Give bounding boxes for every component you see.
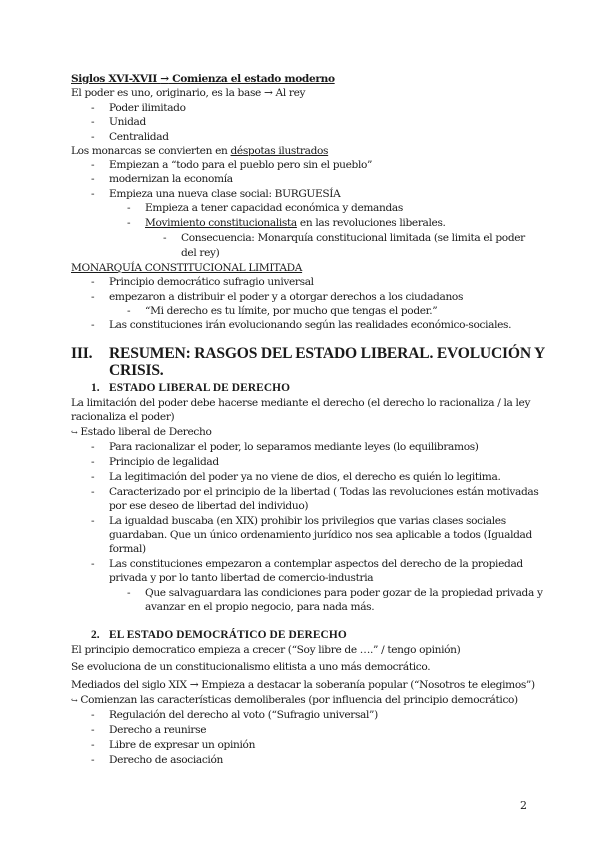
dash-bullet: - bbox=[127, 202, 131, 214]
list-item: Derecho de asociación bbox=[109, 754, 223, 766]
list-item-continuation: del rey) bbox=[181, 247, 220, 259]
dash-bullet: - bbox=[127, 587, 131, 599]
list-item: Poder ilimitado bbox=[109, 102, 186, 114]
movimiento-link: Movimiento constitucionalista bbox=[145, 217, 297, 229]
list-item: Las constituciones irán evolucionando según las realidades económico-sociales. bbox=[109, 319, 512, 331]
section-heading-continuation: CRISIS. bbox=[109, 362, 164, 379]
dash-bullet: - bbox=[91, 754, 95, 766]
dash-bullet: - bbox=[91, 116, 95, 128]
list-item-continuation: por ese deseo de libertad del individuo) bbox=[109, 500, 309, 512]
list-item: Derecho a reunirse bbox=[109, 724, 207, 736]
arrow-line: ↪ Comienzan las características demoliberales (por influencia del principio democrático) bbox=[71, 694, 518, 706]
dash-bullet: - bbox=[91, 486, 95, 498]
dash-bullet: - bbox=[127, 305, 131, 317]
section-numeral: III. bbox=[71, 345, 93, 362]
list-item: Empiezan a “todo para el pueblo pero sin el pueblo” bbox=[109, 159, 373, 171]
list-item-continuation: guardaban. Que un único ordenamiento jurídico nos sea aplicable a todos (Igualdad bbox=[109, 529, 532, 541]
curved-arrow-icon: ↪ bbox=[71, 428, 78, 437]
list-item: Centralidad bbox=[109, 131, 169, 143]
dash-bullet: - bbox=[91, 709, 95, 721]
paragraph: El principio democratico empieza a crecer (“Soy libre de ….” / tengo opinión) bbox=[71, 644, 461, 656]
dash-bullet: - bbox=[91, 515, 95, 527]
dash-bullet: - bbox=[91, 276, 95, 288]
dash-bullet: - bbox=[91, 471, 95, 483]
list-item-continuation: privada y por lo tanto libertad de comercio-industria bbox=[109, 572, 374, 584]
dash-bullet: - bbox=[91, 739, 95, 751]
intro-line: El poder es uno, originario, es la base → Al rey bbox=[71, 87, 306, 99]
section-title-siglos: Siglos XVI-XVII → Comienza el estado moderno bbox=[71, 73, 335, 85]
right-arrow-icon: → bbox=[160, 73, 169, 85]
list-item: Empieza a tener capacidad económica y demandas bbox=[145, 202, 403, 214]
list-item: Que salvaguardara las condiciones para poder gozar de la propiedad privada y bbox=[145, 587, 543, 599]
paragraph: Mediados del siglo XIX → Empieza a destacar la soberanía popular (“Nosotros te elegimos”) bbox=[71, 679, 535, 691]
arrow-line: ↪ Estado liberal de Derecho bbox=[71, 426, 212, 438]
dash-bullet: - bbox=[91, 173, 95, 185]
subsection-number: 1. bbox=[91, 382, 100, 394]
list-item: Empieza una nueva clase social: BURGUESÍA bbox=[109, 188, 341, 200]
quote: “Mi derecho es tu límite, por mucho que tengas el poder.” bbox=[145, 305, 438, 317]
dash-bullet: - bbox=[127, 217, 131, 229]
subsection-heading: EL ESTADO DEMOCRÁTICO DE DERECHO bbox=[109, 629, 347, 641]
list-item: Movimiento constitucionalista en las revoluciones liberales. bbox=[145, 217, 446, 229]
list-item: Consecuencia: Monarquía constitucional limitada (se limita el poder bbox=[181, 232, 525, 244]
dash-bullet: - bbox=[91, 456, 95, 468]
list-item-continuation: avanzar en el propio negocio, para nada más. bbox=[145, 601, 375, 613]
despotas-link: déspotas ilustrados bbox=[230, 145, 329, 157]
dash-bullet: - bbox=[91, 131, 95, 143]
list-item: Las constituciones empezaron a contemplar aspectos del derecho de la propiedad bbox=[109, 558, 523, 570]
dash-bullet: - bbox=[91, 102, 95, 114]
dash-bullet: - bbox=[91, 188, 95, 200]
list-item: Principio de legalidad bbox=[109, 456, 219, 468]
curved-arrow-icon: ↪ bbox=[71, 696, 78, 705]
list-item: Libre de expresar un opinión bbox=[109, 739, 256, 751]
list-item: modernizan la economía bbox=[109, 173, 233, 185]
list-item: Principio democrático sufragio universal bbox=[109, 276, 314, 288]
right-arrow-icon: → bbox=[263, 87, 273, 99]
list-item: Unidad bbox=[109, 116, 146, 128]
subsection-heading: ESTADO LIBERAL DE DERECHO bbox=[109, 382, 291, 394]
dash-bullet: - bbox=[91, 159, 95, 171]
paragraph: La limitación del poder debe hacerse mediante el derecho (el derecho lo racionaliza / la ley bbox=[71, 397, 531, 409]
dash-bullet: - bbox=[91, 441, 95, 453]
dash-bullet: - bbox=[91, 724, 95, 736]
subsection-number: 2. bbox=[91, 629, 100, 641]
dash-bullet: - bbox=[91, 558, 95, 570]
list-item: Regulación del derecho al voto (“Sufragio universal”) bbox=[109, 709, 378, 721]
paragraph: Se evoluciona de un constitucionalismo elitista a uno más democrático. bbox=[71, 661, 431, 673]
right-arrow-icon: → bbox=[189, 679, 199, 691]
list-item: Caracterizado por el principio de la libertad ( Todas las revoluciones están motivadas bbox=[109, 486, 539, 498]
paragraph-continuation: racionaliza el poder) bbox=[71, 411, 175, 423]
dash-bullet: - bbox=[91, 319, 95, 331]
page-number: 2 bbox=[520, 799, 527, 812]
section-heading: RESUMEN: RASGOS DEL ESTADO LIBERAL. EVOLUCIÓN Y bbox=[109, 345, 546, 362]
dash-bullet: - bbox=[91, 291, 95, 303]
list-item: La legitimación del poder ya no viene de dios, el derecho es quién lo legitima. bbox=[109, 471, 501, 483]
dash-bullet: - bbox=[163, 232, 167, 244]
mcl-title: MONARQUÍA CONSTITUCIONAL LIMITADA bbox=[71, 262, 303, 274]
list-item: La igualdad buscaba (en XIX) prohibir los privilegios que varias clases sociales bbox=[109, 515, 506, 527]
list-item: empezaron a distribuir el poder y a otorgar derechos a los ciudadanos bbox=[109, 291, 464, 303]
list-item: Para racionalizar el poder, lo separamos mediante leyes (lo equilibramos) bbox=[109, 441, 479, 453]
list-item-continuation: formal) bbox=[109, 543, 146, 555]
monarcas-line: Los monarcas se convierten en déspotas ilustrados bbox=[71, 145, 329, 157]
